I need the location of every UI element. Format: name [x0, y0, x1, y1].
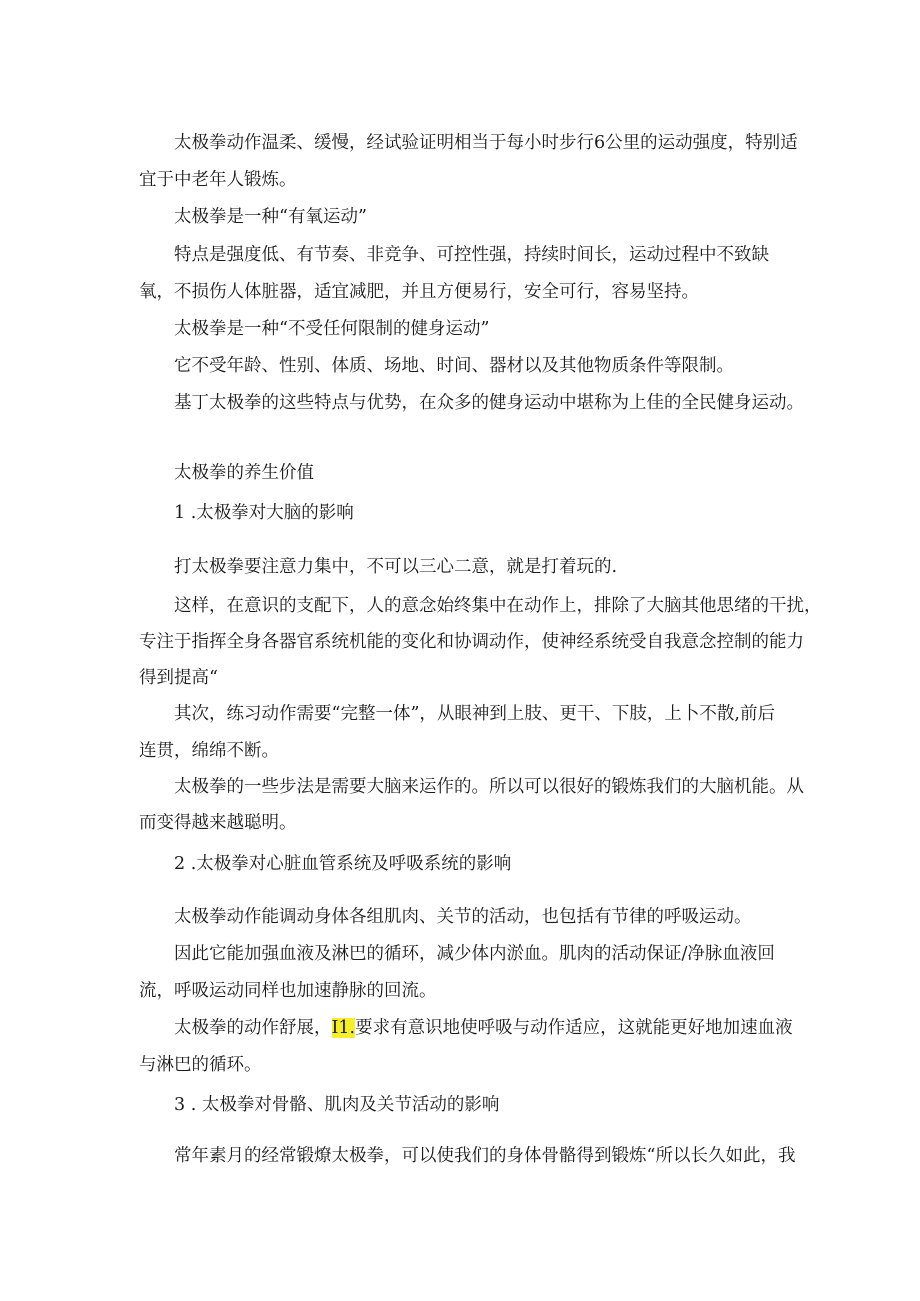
paragraph-line: 太极拳动作能调动身体各组肌肉、关节的活动，也包括有节律的呼吸运动。 [174, 907, 752, 927]
paragraph-line: 这样，在意识的支配下，人的意念始终集中在动作上，排除了大脑其他思绪的干扰， [174, 596, 822, 616]
paragraph-line: 与淋巴的循环。 [139, 1055, 262, 1075]
section-heading: 1 .太极拳对大脑的影响 [174, 503, 354, 523]
paragraph-line: 基丁太极拳的这些特点与优势，在众多的健身运动中堪称为上佳的全民健身运动。 [174, 393, 804, 413]
paragraph-line: 太极拳的一些步法是需要大脑来运作的。所以可以很好的锻炼我们的大脑机能。从 [174, 777, 804, 797]
section-heading: 太极拳是一种“有氧运动” [174, 207, 367, 227]
line-text: 要求有意识地使呼吸与动作适应，这就能更好地加速血液 [355, 1018, 793, 1038]
section-heading: 2 .太极拳对心脏血管系统及呼吸系统的影响 [174, 854, 512, 874]
paragraph-line: 特点是强度低、有节奏、非竞争、可控性强，持续时间长，运动过程中不致缺 [174, 245, 769, 265]
paragraph-line: 打太极拳要注意力集中，不可以三心二意，就是打着玩的. [174, 557, 618, 577]
paragraph-line: 氧，不损伤人体脏器，适宜减肥，并且方便易行，安全可行，容易坚持。 [139, 282, 699, 302]
paragraph-line: 得到提高“ [139, 668, 218, 688]
paragraph-line: 它不受年龄、性别、体质、场地、时间、器材以及其他物质条件等限制。 [174, 356, 734, 376]
paragraph-line [174, 1017, 793, 1039]
paragraph-line: 宜于中老年人锻炼。 [139, 170, 297, 190]
section-heading: 3 . 太极拳对骨骼、肌肉及关节活动的影响 [174, 1095, 500, 1115]
paragraph-line: 常年素月的经常锻燎太极拳，可以使我们的身体骨骼得到锻炼“所以长久如此，我 [174, 1146, 796, 1166]
paragraph-line: 专注于指挥全身各器官系统机能的变化和协调动作，使神经系统受自我意念控制的能力 [139, 632, 804, 652]
section-title: 太极拳的养生价值 [174, 463, 314, 483]
paragraph-line: 流，呼吸运动同样也加速静脉的回流。 [139, 981, 437, 1001]
section-heading: 太极拳是一种“不受任何限制的健身运动” [174, 319, 490, 339]
line-text: 太极拳的动作舒展， [174, 1018, 332, 1038]
paragraph-line: 而变得越来越聪明。 [139, 813, 297, 833]
paragraph-line: 太极拳动作温柔、缓慢，经试验证明相当于每小时步行6公里的运动强度，特别适 [174, 133, 798, 153]
paragraph-line: 因此它能加强血液及淋巴的循环，减少体内淤血。肌肉的活动保证/净脉血液回 [174, 944, 775, 964]
paragraph-line: 其次，练习动作需要“完整一体”，从眼神到上肢、更干、下肢，上卜不散,前后 [174, 704, 775, 724]
highlighted-text: I1. [331, 1018, 356, 1038]
paragraph-line: 连贯，绵绵不断。 [139, 741, 279, 761]
